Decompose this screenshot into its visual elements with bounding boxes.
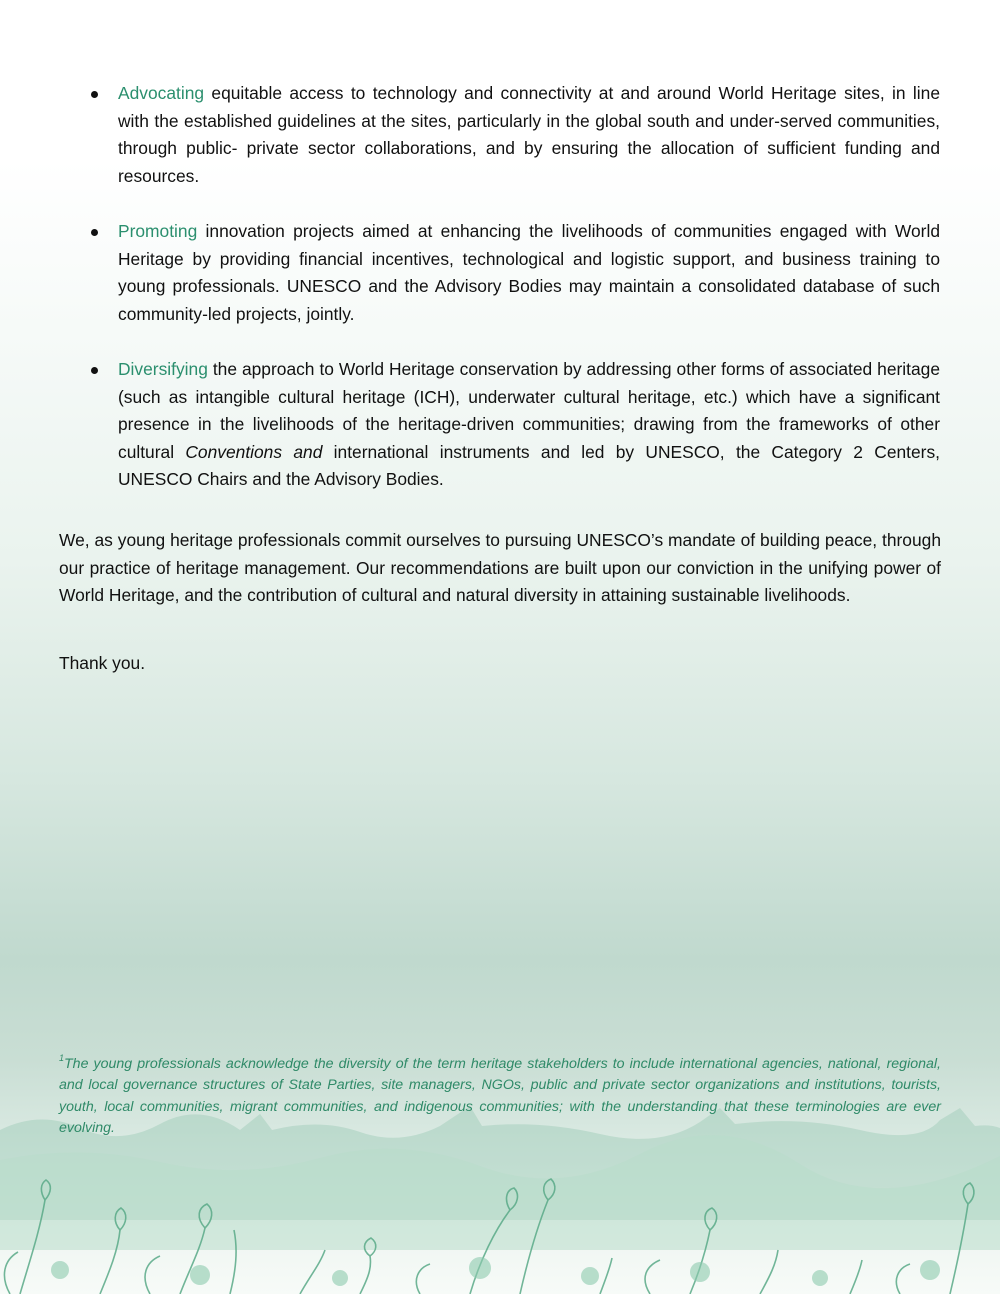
bullet-item-advocating xyxy=(118,80,940,190)
closing-paragraph: We, as young heritage professionals commit ourselves to pursuing UNESCO’s mandate of building peace, through our practice of heritage management. Our recommendations are built upon our conviction in the unifying power of World Heritage, and the contribution of cultural and natural diversity in attaining sustainable livelihoods. xyxy=(59,530,941,605)
bullet-text: international instruments and led by UNESCO, the Category 2 Centers, UNESCO Chairs and the Advisory Bodies. xyxy=(118,441,940,489)
bullet-lead-word: Promoting xyxy=(118,221,198,241)
bullet-dot-icon xyxy=(91,367,98,374)
footnote-marker: 1 xyxy=(59,1053,65,1063)
bullet-lead-word: Advocating xyxy=(118,83,205,103)
footnote-text: The young professionals acknowledge the diversity of the term heritage stakeholders to include international agencies, national, regional, and local governance structures of State Parties, site managers, NGOs, public and private sector organizations and institutions, tourists, youth, local communities, migrant communities, and indigenous communities; with the understanding that these terminologies are ever evolving. xyxy=(59,1056,941,1136)
recommendation-list xyxy=(118,80,940,522)
footnote xyxy=(59,1054,941,1139)
bullet-text: the approach to World Heritage conservation by addressing other forms of associated heritage (such as intangible cultural heritage (ICH), underwater cultural heritage, etc.) which have a significant presence in the livelihoods of the heritage-driven communities; drawing from the frameworks of other cultural xyxy=(118,359,940,462)
bullet-text: equitable access to technology and connectivity at and around World Heritage sites, in line with the established guidelines at the sites, particularly in the global south and under-served communities, through public- private sector collaborations, and by ensuring the allocation of sufficient funding and resources. xyxy=(118,83,940,186)
thank-you-line: Thank you. xyxy=(59,653,146,673)
bullet-dot-icon xyxy=(91,229,98,236)
bullet-item-diversifying xyxy=(118,356,940,494)
bullet-lead-word: Diversifying xyxy=(118,359,208,379)
bullet-text: innovation projects aimed at enhancing the livelihoods of communities engaged with World Heritage by providing financial incentives, technological and logistic support, and business training to young professionals. UNESCO and the Advisory Bodies may maintain a consolidated database of such community-led projects, jointly. xyxy=(118,221,940,324)
bullet-item-promoting xyxy=(118,218,940,328)
bullet-dot-icon xyxy=(91,91,98,98)
bullet-italic-text: Conventions and xyxy=(185,441,323,462)
